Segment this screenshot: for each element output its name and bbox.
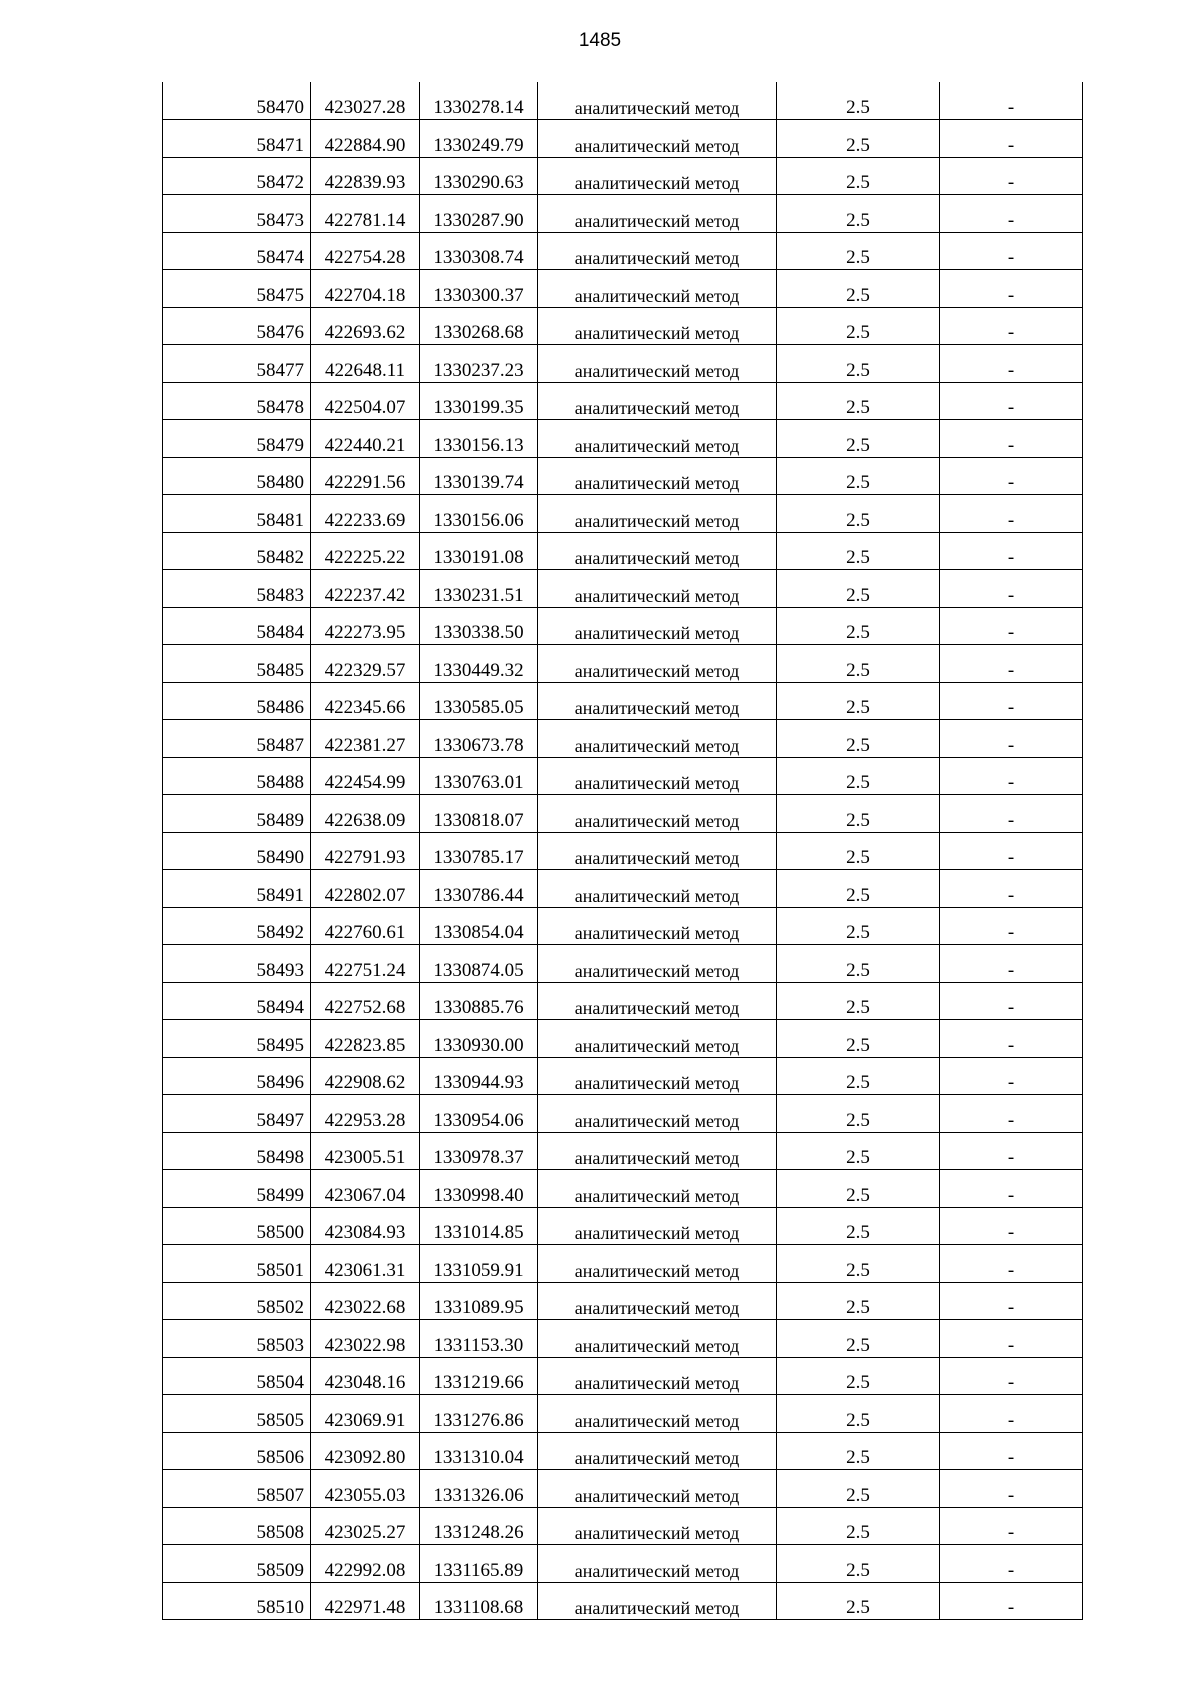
accuracy-cell: 2.5 [777,1470,940,1508]
y-coordinate-cell: 1330300.37 [420,270,538,308]
x-coordinate-cell: 422781.14 [311,195,420,233]
point-number-cell: 58504 [163,1357,311,1395]
x-coordinate-cell: 422823.85 [311,1020,420,1058]
method-cell: аналитический метод [538,570,777,608]
y-coordinate-cell: 1330278.14 [420,82,538,120]
table-row [163,907,1083,945]
y-coordinate-cell: 1330139.74 [420,457,538,495]
page-number: 1485 [578,30,622,51]
y-coordinate-cell: 1331165.89 [420,1545,538,1583]
point-number-cell: 58477 [163,345,311,383]
table-row [163,457,1083,495]
point-number-cell: 58496 [163,1057,311,1095]
point-number-cell: 58490 [163,832,311,870]
point-number-cell: 58470 [163,82,311,120]
point-number-cell: 58491 [163,870,311,908]
y-coordinate-cell: 1331059.91 [420,1245,538,1283]
note-cell: - [940,1320,1083,1358]
table-row [163,420,1083,458]
point-number-cell: 58483 [163,570,311,608]
point-number-cell: 58480 [163,457,311,495]
table-row [163,120,1083,158]
x-coordinate-cell: 422752.68 [311,982,420,1020]
note-cell: - [940,645,1083,683]
point-number-cell: 58509 [163,1545,311,1583]
table-row [163,645,1083,683]
note-cell: - [940,982,1083,1020]
table-row [163,1282,1083,1320]
y-coordinate-cell: 1330237.23 [420,345,538,383]
point-number-cell: 58508 [163,1507,311,1545]
table-row [163,870,1083,908]
note-cell: - [940,1020,1083,1058]
method-cell: аналитический метод [538,157,777,195]
y-coordinate-cell: 1330786.44 [420,870,538,908]
table-row [163,1132,1083,1170]
method-cell: аналитический метод [538,82,777,120]
y-coordinate-cell: 1330308.74 [420,232,538,270]
note-cell: - [940,1132,1083,1170]
method-cell: аналитический метод [538,457,777,495]
note-cell: - [940,682,1083,720]
note-cell: - [940,870,1083,908]
accuracy-cell: 2.5 [777,982,940,1020]
table-row [163,307,1083,345]
method-cell: аналитический метод [538,1357,777,1395]
x-coordinate-cell: 422440.21 [311,420,420,458]
y-coordinate-cell: 1330998.40 [420,1170,538,1208]
y-coordinate-cell: 1330944.93 [420,1057,538,1095]
method-cell: аналитический метод [538,945,777,983]
table-row [163,1207,1083,1245]
y-coordinate-cell: 1331219.66 [420,1357,538,1395]
y-coordinate-cell: 1331248.26 [420,1507,538,1545]
x-coordinate-cell: 422884.90 [311,120,420,158]
note-cell: - [940,1507,1083,1545]
point-number-cell: 58474 [163,232,311,270]
accuracy-cell: 2.5 [777,907,940,945]
method-cell: аналитический метод [538,1432,777,1470]
y-coordinate-cell: 1330199.35 [420,382,538,420]
method-cell: аналитический метод [538,645,777,683]
method-cell: аналитический метод [538,757,777,795]
point-number-cell: 58499 [163,1170,311,1208]
note-cell: - [940,232,1083,270]
note-cell: - [940,1057,1083,1095]
note-cell: - [940,307,1083,345]
table-row [163,532,1083,570]
point-number-cell: 58494 [163,982,311,1020]
accuracy-cell: 2.5 [777,1170,940,1208]
point-number-cell: 58486 [163,682,311,720]
y-coordinate-cell: 1330156.06 [420,495,538,533]
x-coordinate-cell: 422233.69 [311,495,420,533]
accuracy-cell: 2.5 [777,1207,940,1245]
accuracy-cell: 2.5 [777,307,940,345]
method-cell: аналитический метод [538,982,777,1020]
x-coordinate-cell: 422225.22 [311,532,420,570]
x-coordinate-cell: 423061.31 [311,1245,420,1283]
x-coordinate-cell: 423022.98 [311,1320,420,1358]
x-coordinate-cell: 422802.07 [311,870,420,908]
y-coordinate-cell: 1330978.37 [420,1132,538,1170]
point-number-cell: 58488 [163,757,311,795]
table-row [163,682,1083,720]
x-coordinate-cell: 422638.09 [311,795,420,833]
note-cell: - [940,457,1083,495]
note-cell: - [940,195,1083,233]
method-cell: аналитический метод [538,1470,777,1508]
method-cell: аналитический метод [538,607,777,645]
table-row [163,832,1083,870]
point-number-cell: 58482 [163,532,311,570]
x-coordinate-cell: 422693.62 [311,307,420,345]
accuracy-cell: 2.5 [777,1245,940,1283]
accuracy-cell: 2.5 [777,570,940,608]
coordinates-table [162,82,1083,1620]
method-cell: аналитический метод [538,1545,777,1583]
point-number-cell: 58502 [163,1282,311,1320]
y-coordinate-cell: 1330156.13 [420,420,538,458]
point-number-cell: 58498 [163,1132,311,1170]
method-cell: аналитический метод [538,345,777,383]
accuracy-cell: 2.5 [777,420,940,458]
accuracy-cell: 2.5 [777,795,940,833]
table-row [163,570,1083,608]
point-number-cell: 58510 [163,1582,311,1620]
point-number-cell: 58476 [163,307,311,345]
method-cell: аналитический метод [538,1282,777,1320]
note-cell: - [940,795,1083,833]
table-row [163,495,1083,533]
table-row [163,982,1083,1020]
table-row [163,1170,1083,1208]
x-coordinate-cell: 422971.48 [311,1582,420,1620]
note-cell: - [940,120,1083,158]
accuracy-cell: 2.5 [777,870,940,908]
table-row [163,720,1083,758]
method-cell: аналитический метод [538,532,777,570]
method-cell: аналитический метод [538,1207,777,1245]
note-cell: - [940,907,1083,945]
table-row [163,1020,1083,1058]
note-cell: - [940,1582,1083,1620]
table-row [163,1582,1083,1620]
method-cell: аналитический метод [538,1170,777,1208]
x-coordinate-cell: 422992.08 [311,1545,420,1583]
method-cell: аналитический метод [538,1057,777,1095]
x-coordinate-cell: 422345.66 [311,682,420,720]
x-coordinate-cell: 423005.51 [311,1132,420,1170]
note-cell: - [940,1095,1083,1133]
point-number-cell: 58485 [163,645,311,683]
accuracy-cell: 2.5 [777,1057,940,1095]
point-number-cell: 58492 [163,907,311,945]
accuracy-cell: 2.5 [777,1432,940,1470]
table-row [163,1320,1083,1358]
table-row [163,945,1083,983]
accuracy-cell: 2.5 [777,157,940,195]
y-coordinate-cell: 1330854.04 [420,907,538,945]
x-coordinate-cell: 422329.57 [311,645,420,683]
method-cell: аналитический метод [538,1395,777,1433]
x-coordinate-cell: 422381.27 [311,720,420,758]
table-row [163,1545,1083,1583]
y-coordinate-cell: 1330191.08 [420,532,538,570]
point-number-cell: 58489 [163,795,311,833]
y-coordinate-cell: 1330449.32 [420,645,538,683]
note-cell: - [940,1470,1083,1508]
note-cell: - [940,495,1083,533]
point-number-cell: 58472 [163,157,311,195]
accuracy-cell: 2.5 [777,270,940,308]
y-coordinate-cell: 1331326.06 [420,1470,538,1508]
point-number-cell: 58484 [163,607,311,645]
note-cell: - [940,720,1083,758]
y-coordinate-cell: 1330338.50 [420,607,538,645]
y-coordinate-cell: 1330885.76 [420,982,538,1020]
y-coordinate-cell: 1330818.07 [420,795,538,833]
method-cell: аналитический метод [538,270,777,308]
table-row [163,757,1083,795]
accuracy-cell: 2.5 [777,1320,940,1358]
y-coordinate-cell: 1330930.00 [420,1020,538,1058]
point-number-cell: 58505 [163,1395,311,1433]
point-number-cell: 58493 [163,945,311,983]
coordinates-table-body [163,82,1083,1620]
method-cell: аналитический метод [538,832,777,870]
y-coordinate-cell: 1331310.04 [420,1432,538,1470]
accuracy-cell: 2.5 [777,345,940,383]
note-cell: - [940,1207,1083,1245]
accuracy-cell: 2.5 [777,382,940,420]
table-row [163,270,1083,308]
x-coordinate-cell: 422454.99 [311,757,420,795]
point-number-cell: 58497 [163,1095,311,1133]
x-coordinate-cell: 423069.91 [311,1395,420,1433]
table-row [163,82,1083,120]
table-row [163,345,1083,383]
y-coordinate-cell: 1330763.01 [420,757,538,795]
point-number-cell: 58473 [163,195,311,233]
x-coordinate-cell: 423027.28 [311,82,420,120]
accuracy-cell: 2.5 [777,1357,940,1395]
x-coordinate-cell: 423084.93 [311,1207,420,1245]
accuracy-cell: 2.5 [777,1132,940,1170]
accuracy-cell: 2.5 [777,1282,940,1320]
method-cell: аналитический метод [538,195,777,233]
accuracy-cell: 2.5 [777,645,940,683]
point-number-cell: 58495 [163,1020,311,1058]
accuracy-cell: 2.5 [777,232,940,270]
note-cell: - [940,1170,1083,1208]
note-cell: - [940,1245,1083,1283]
method-cell: аналитический метод [538,1582,777,1620]
method-cell: аналитический метод [538,795,777,833]
point-number-cell: 58487 [163,720,311,758]
note-cell: - [940,270,1083,308]
x-coordinate-cell: 422953.28 [311,1095,420,1133]
accuracy-cell: 2.5 [777,720,940,758]
note-cell: - [940,157,1083,195]
y-coordinate-cell: 1330673.78 [420,720,538,758]
accuracy-cell: 2.5 [777,495,940,533]
note-cell: - [940,532,1083,570]
x-coordinate-cell: 422291.56 [311,457,420,495]
point-number-cell: 58479 [163,420,311,458]
method-cell: аналитический метод [538,907,777,945]
note-cell: - [940,345,1083,383]
method-cell: аналитический метод [538,720,777,758]
note-cell: - [940,382,1083,420]
accuracy-cell: 2.5 [777,945,940,983]
note-cell: - [940,757,1083,795]
note-cell: - [940,1432,1083,1470]
note-cell: - [940,607,1083,645]
note-cell: - [940,82,1083,120]
method-cell: аналитический метод [538,1095,777,1133]
x-coordinate-cell: 422754.28 [311,232,420,270]
y-coordinate-cell: 1330874.05 [420,945,538,983]
method-cell: аналитический метод [538,232,777,270]
accuracy-cell: 2.5 [777,682,940,720]
table-row [163,157,1083,195]
y-coordinate-cell: 1331014.85 [420,1207,538,1245]
table-row [163,195,1083,233]
y-coordinate-cell: 1331276.86 [420,1395,538,1433]
point-number-cell: 58475 [163,270,311,308]
method-cell: аналитический метод [538,870,777,908]
point-number-cell: 58481 [163,495,311,533]
table-row [163,382,1083,420]
note-cell: - [940,1395,1083,1433]
y-coordinate-cell: 1331108.68 [420,1582,538,1620]
x-coordinate-cell: 423067.04 [311,1170,420,1208]
point-number-cell: 58507 [163,1470,311,1508]
y-coordinate-cell: 1330231.51 [420,570,538,608]
note-cell: - [940,1545,1083,1583]
point-number-cell: 58503 [163,1320,311,1358]
y-coordinate-cell: 1330290.63 [420,157,538,195]
accuracy-cell: 2.5 [777,1507,940,1545]
method-cell: аналитический метод [538,1020,777,1058]
method-cell: аналитический метод [538,1320,777,1358]
method-cell: аналитический метод [538,682,777,720]
accuracy-cell: 2.5 [777,82,940,120]
x-coordinate-cell: 422237.42 [311,570,420,608]
table-row [163,795,1083,833]
note-cell: - [940,1357,1083,1395]
table-row [163,1395,1083,1433]
point-number-cell: 58471 [163,120,311,158]
x-coordinate-cell: 422648.11 [311,345,420,383]
accuracy-cell: 2.5 [777,757,940,795]
accuracy-cell: 2.5 [777,457,940,495]
method-cell: аналитический метод [538,495,777,533]
accuracy-cell: 2.5 [777,532,940,570]
y-coordinate-cell: 1330585.05 [420,682,538,720]
table-row [163,1057,1083,1095]
x-coordinate-cell: 423048.16 [311,1357,420,1395]
x-coordinate-cell: 422273.95 [311,607,420,645]
y-coordinate-cell: 1330785.17 [420,832,538,870]
table-row [163,1357,1083,1395]
method-cell: аналитический метод [538,307,777,345]
method-cell: аналитический метод [538,1507,777,1545]
accuracy-cell: 2.5 [777,1545,940,1583]
table-row [163,1095,1083,1133]
table-row [163,1470,1083,1508]
accuracy-cell: 2.5 [777,832,940,870]
x-coordinate-cell: 423092.80 [311,1432,420,1470]
y-coordinate-cell: 1330249.79 [420,120,538,158]
point-number-cell: 58506 [163,1432,311,1470]
method-cell: аналитический метод [538,1132,777,1170]
table-row [163,1432,1083,1470]
accuracy-cell: 2.5 [777,1095,940,1133]
x-coordinate-cell: 422760.61 [311,907,420,945]
y-coordinate-cell: 1330287.90 [420,195,538,233]
method-cell: аналитический метод [538,1245,777,1283]
x-coordinate-cell: 422908.62 [311,1057,420,1095]
point-number-cell: 58500 [163,1207,311,1245]
table-row [163,607,1083,645]
note-cell: - [940,420,1083,458]
table-row [163,1507,1083,1545]
note-cell: - [940,832,1083,870]
x-coordinate-cell: 423055.03 [311,1470,420,1508]
note-cell: - [940,1282,1083,1320]
x-coordinate-cell: 422704.18 [311,270,420,308]
x-coordinate-cell: 422791.93 [311,832,420,870]
y-coordinate-cell: 1331089.95 [420,1282,538,1320]
accuracy-cell: 2.5 [777,195,940,233]
accuracy-cell: 2.5 [777,1395,940,1433]
x-coordinate-cell: 422504.07 [311,382,420,420]
y-coordinate-cell: 1331153.30 [420,1320,538,1358]
point-number-cell: 58501 [163,1245,311,1283]
y-coordinate-cell: 1330954.06 [420,1095,538,1133]
note-cell: - [940,945,1083,983]
method-cell: аналитический метод [538,420,777,458]
accuracy-cell: 2.5 [777,607,940,645]
x-coordinate-cell: 423022.68 [311,1282,420,1320]
method-cell: аналитический метод [538,382,777,420]
x-coordinate-cell: 423025.27 [311,1507,420,1545]
accuracy-cell: 2.5 [777,1020,940,1058]
table-row [163,232,1083,270]
method-cell: аналитический метод [538,120,777,158]
note-cell: - [940,570,1083,608]
x-coordinate-cell: 422839.93 [311,157,420,195]
accuracy-cell: 2.5 [777,120,940,158]
point-number-cell: 58478 [163,382,311,420]
x-coordinate-cell: 422751.24 [311,945,420,983]
y-coordinate-cell: 1330268.68 [420,307,538,345]
table-row [163,1245,1083,1283]
accuracy-cell: 2.5 [777,1582,940,1620]
